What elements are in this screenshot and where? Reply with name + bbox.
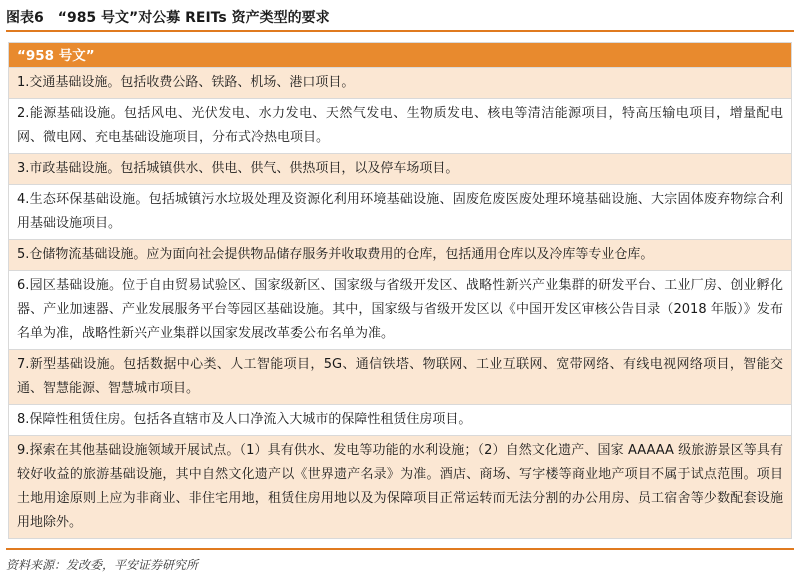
table-header: “958 号文” [8,42,792,68]
table-row: 9.探索在其他基础设施领域开展试点。（1）具有供水、发电等功能的水利设施；（2）自然文化遗产、国家 AAAAA 级旅游景区等具有较好收益的旅游基础设施，其中自然文化遗产以《世界遗产名录》为准。酒店、商场、写字楼等商业地产项目不属于试点范围。项目土地用途原则上应为非商业、非住宅用地，租赁住房用地以及为保障项目正常运转而无法分割的办公用房、员工宿舍等少数配套设施用地除外。 [8,436,792,539]
figure-number: 图表6 [6,10,44,26]
table-row: 6.园区基础设施。位于自由贸易试验区、国家级新区、国家级与省级开发区、战略性新兴产业集群的研发平台、工业厂房、创业孵化器、产业加速器、产业发展服务平台等园区基础设施。其中，国家级与省级开发区以《中国开发区审核公告目录（2018 年版）》发布名单为准，战略性新兴产业集群以国家发展改革委公布名单为准。 [8,271,792,350]
table-row: 4.生态环保基础设施。包括城镇污水垃圾处理及资源化利用环境基础设施、固废危废医废处理环境基础设施、大宗固体废弃物综合利用基础设施项目。 [8,185,792,240]
table-row: 1.交通基础设施。包括收费公路、铁路、机场、港口项目。 [8,68,792,99]
table-row: 8.保障性租赁住房。包括各直辖市及人口净流入大城市的保障性租赁住房项目。 [8,405,792,436]
requirements-table [8,42,792,539]
table-row: 7.新型基础设施。包括数据中心类、人工智能项目，5G、通信铁塔、物联网、工业互联网、宽带网络、有线电视网络项目，智能交通、智慧能源、智慧城市项目。 [8,350,792,405]
table-row: 5.仓储物流基础设施。应为面向社会提供物品储存服务并收取费用的仓库，包括通用仓库以及冷库等专业仓库。 [8,240,792,271]
figure-title-bar [6,4,794,32]
table-row: 2.能源基础设施。包括风电、光伏发电、水力发电、天然气发电、生物质发电、核电等清洁能源项目，特高压输电项目，增量配电网、微电网、充电基础设施项目，分布式冷热电项目。 [8,99,792,154]
table-row: 3.市政基础设施。包括城镇供水、供电、供气、供热项目，以及停车场项目。 [8,154,792,185]
figure-title: “985 号文”对公募 REITs 资产类型的要求 [57,10,330,26]
source-note: 资料来源：发改委，平安证券研究所 [6,548,794,573]
